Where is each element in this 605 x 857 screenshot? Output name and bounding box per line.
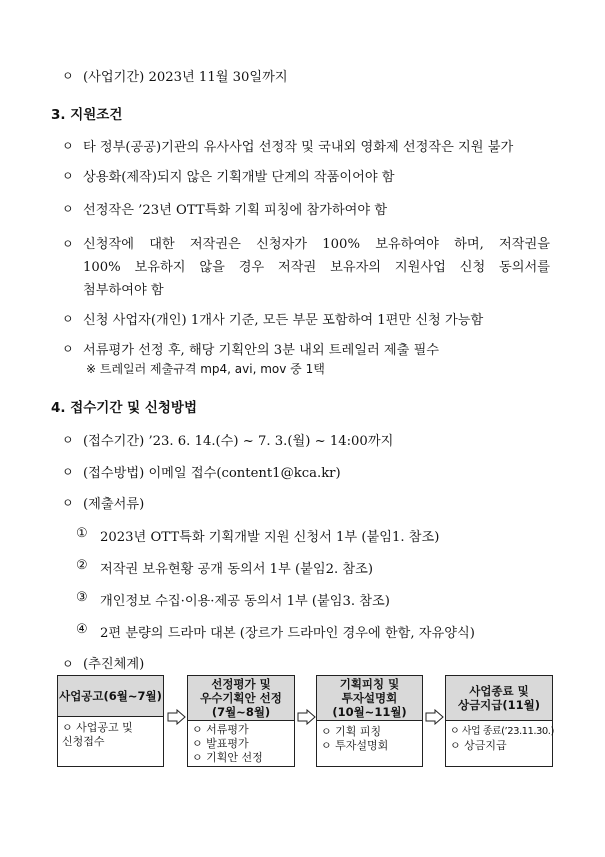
doc-number: ②	[76, 558, 88, 573]
condition-item: 타 정부(공공)기관의 유사사업 선정작 및 국내외 영화제 선정작은 지원 불가	[83, 140, 514, 155]
flow-step-items: ㅇ 서류평가 ㅇ 발표평가 ㅇ 기획안 선정	[192, 723, 263, 764]
bullet-icon: ㅇ	[62, 342, 74, 356]
flow-step-items: ㅇ 기획 피칭 ㅇ 투자설명회	[321, 725, 389, 752]
bullet-icon: ㅇ	[62, 465, 74, 479]
condition-item: 선정작은 ’23년 OTT특화 기획 피칭에 참가하여야 함	[83, 203, 388, 218]
doc-item: 2편 분량의 드라마 대본 (장르가 드라마인 경우에 한함, 자유양식)	[100, 626, 475, 641]
applicant-item: 신청 사업자(개인) 1개사 기준, 모든 부문 포함하여 1편만 신청 가능함	[83, 313, 484, 328]
bullet-icon: ㅇ	[62, 657, 74, 671]
docs-label: (제출서류)	[83, 497, 145, 512]
bullet-icon: ㅇ	[62, 202, 74, 216]
doc-number: ③	[76, 590, 88, 605]
trailer-note: ※ 트레일러 제출규격 mp4, avi, mov 중 1택	[86, 362, 325, 376]
bullet-icon: ㅇ	[62, 237, 74, 251]
flow-step-pitching	[316, 675, 423, 767]
flow-step-title: 기획피칭 및 투자설명회 (10월~11월)	[317, 676, 422, 721]
flow-step-title: 사업종료 및 상금지급(11월)	[446, 676, 552, 721]
right-arrow-icon	[425, 709, 445, 725]
section3-title: 3. 지원조건	[51, 107, 123, 123]
condition-item: 상용화(제작)되지 않은 기획개발 단계의 작품이어야 함	[83, 170, 395, 185]
doc-item: 2023년 OTT특화 기획개발 지원 신청서 1부 (붙임1. 참조)	[100, 530, 440, 545]
bullet-icon: ㅇ	[62, 169, 74, 183]
copyright-line: 첨부하여야 함	[83, 283, 164, 298]
right-arrow-icon	[297, 709, 317, 725]
bullet-icon: ㅇ	[62, 312, 74, 326]
bullet-icon: ㅇ	[62, 139, 74, 153]
process-label: (추진체계)	[83, 657, 145, 672]
flow-step-announcement	[57, 675, 164, 767]
bullet-icon: ㅇ	[62, 496, 74, 510]
doc-item: 저작권 보유현황 공개 동의서 1부 (붙임2. 참조)	[100, 562, 373, 577]
doc-item: 개인정보 수집·이용·제공 동의서 1부 (붙임3. 참조)	[100, 594, 390, 609]
copyright-line: 신청작에 대한 저작권은 신청자가 100% 보유하여야 하며, 저작권을	[83, 237, 550, 252]
flow-step-title: 선정평가 및 우수기획안 선정 (7월~8월)	[188, 676, 294, 721]
bullet-icon: ㅇ	[62, 433, 74, 447]
bullet-icon: ㅇ	[62, 69, 74, 83]
doc-number: ①	[76, 526, 88, 541]
right-arrow-icon	[167, 709, 187, 725]
doc-number: ④	[76, 622, 88, 637]
flow-step-evaluation	[187, 675, 295, 767]
section4-title: 4. 접수기간 및 신청방법	[51, 400, 197, 416]
project-period: (사업기간) 2023년 11월 30일까지	[83, 70, 288, 85]
copyright-line: 100% 보유하지 않을 경우 저작권 보유자의 지원사업 신청 동의서를	[83, 260, 550, 275]
flow-step-closing	[445, 675, 553, 767]
trailer-item: 서류평가 선정 후, 해당 기획안의 3분 내외 트레일러 제출 필수	[83, 343, 440, 358]
flow-step-items: ㅇ 사업 종료(’23.11.30.) ㅇ 상금지급	[450, 726, 554, 752]
flow-step-title: 사업공고(6월~7월)	[58, 676, 163, 717]
reception-method: (접수방법) 이메일 접수(content1@kca.kr)	[83, 466, 341, 481]
reception-period: (접수기간) ’23. 6. 14.(수) ~ 7. 3.(월) ~ 14:00까지	[83, 434, 394, 449]
flow-step-items: ㅇ 사업공고 및 신청접수	[62, 721, 133, 748]
